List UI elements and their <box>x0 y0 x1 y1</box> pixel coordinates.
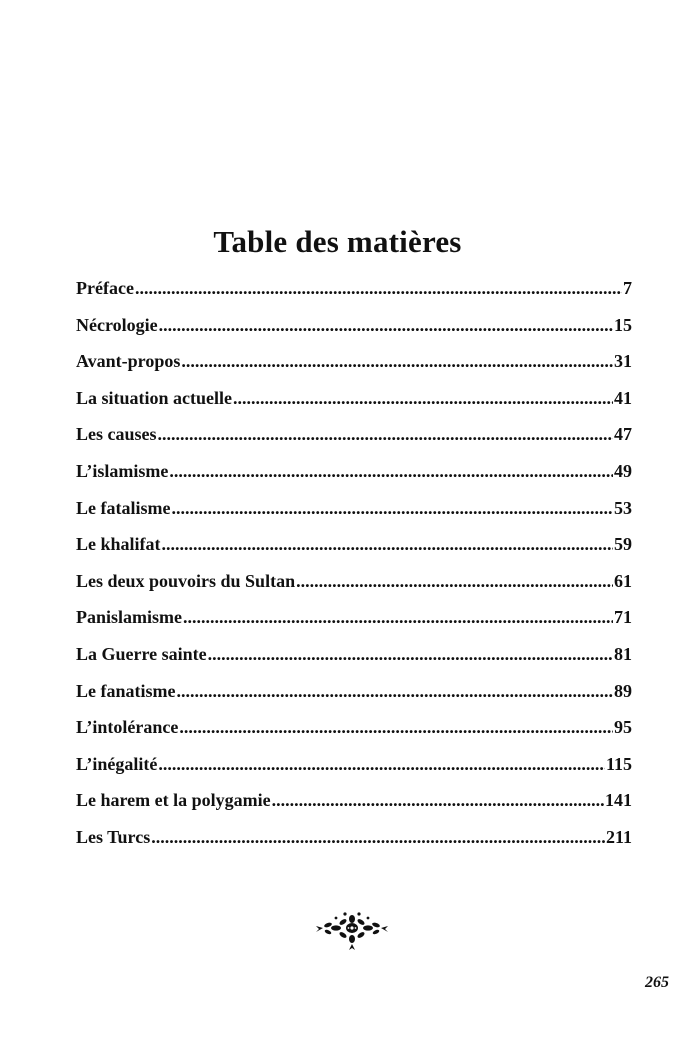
toc-entry-page: 59 <box>614 534 632 555</box>
toc-entry-page: 53 <box>614 497 632 518</box>
toc-entry[interactable] <box>76 315 632 352</box>
toc-entry-label: Les deux pouvoirs du Sultan <box>76 570 296 591</box>
toc-entry-label: Panislamisme <box>76 607 182 628</box>
toc-entry[interactable] <box>76 461 632 498</box>
dot-leader <box>176 681 613 702</box>
toc-entry-page: 7 <box>623 278 632 298</box>
toc-entry[interactable] <box>76 424 632 461</box>
toc-entry-label: Le khalifat <box>76 534 161 555</box>
toc-entry-label: Le fanatisme <box>76 680 176 701</box>
toc-entry-page: 31 <box>614 351 632 372</box>
page-title: Table des matières <box>213 224 462 259</box>
toc-entry[interactable] <box>76 351 632 388</box>
floral-ornament-icon <box>314 908 390 952</box>
toc-entry[interactable] <box>76 644 632 681</box>
toc-entry-page: 15 <box>614 314 632 335</box>
toc-entry[interactable] <box>76 827 632 864</box>
toc-entry-page: 71 <box>614 607 632 628</box>
dot-leader <box>158 754 605 775</box>
toc-entry-page: 115 <box>605 753 632 774</box>
page-number: 265 <box>645 974 669 991</box>
toc-entry[interactable] <box>76 278 632 315</box>
toc-entry-label: L’intolérance <box>76 717 179 738</box>
toc-entry-page: 81 <box>614 643 632 664</box>
toc-entry-label: Nécrologie <box>76 314 158 335</box>
dot-leader <box>179 717 613 738</box>
dot-leader <box>208 644 613 665</box>
toc-entry-label: L’inégalité <box>76 753 158 774</box>
toc-entry-page: 211 <box>605 826 632 847</box>
dot-leader <box>183 607 613 628</box>
table-of-contents <box>76 278 632 864</box>
toc-entry-page: 95 <box>614 717 632 738</box>
dot-leader <box>171 498 613 519</box>
toc-entry[interactable] <box>76 388 632 425</box>
toc-entry-label: Préface <box>76 278 134 298</box>
dot-leader <box>159 315 613 336</box>
toc-entry[interactable] <box>76 754 632 791</box>
toc-entry[interactable] <box>76 681 632 718</box>
dot-leader <box>162 534 613 555</box>
dot-leader <box>135 278 622 299</box>
toc-entry[interactable] <box>76 607 632 644</box>
toc-entry-label: Les Turcs <box>76 826 151 847</box>
toc-entry-page: 89 <box>614 680 632 701</box>
toc-entry-label: Les causes <box>76 424 157 445</box>
toc-entry[interactable] <box>76 534 632 571</box>
toc-entry[interactable] <box>76 571 632 608</box>
toc-entry[interactable] <box>76 498 632 535</box>
dot-leader <box>296 571 613 592</box>
toc-entry-label: Le fatalisme <box>76 497 171 518</box>
toc-entry-label: L’islamisme <box>76 460 169 481</box>
dot-leader <box>272 790 604 811</box>
dot-leader <box>169 461 613 482</box>
toc-entry-page: 141 <box>605 790 632 811</box>
toc-entry[interactable] <box>76 717 632 754</box>
dot-leader <box>158 424 614 445</box>
toc-entry-label: La situation actuelle <box>76 387 232 408</box>
dot-leader <box>151 827 605 848</box>
dot-leader <box>181 351 613 372</box>
toc-entry-label: Le harem et la polygamie <box>76 790 271 811</box>
toc-entry[interactable] <box>76 790 632 827</box>
toc-entry-label: La Guerre sainte <box>76 643 207 664</box>
toc-entry-page: 49 <box>614 460 632 481</box>
toc-entry-label: Avant-propos <box>76 351 181 372</box>
toc-entry-page: 47 <box>614 424 632 445</box>
dot-leader <box>233 388 613 409</box>
toc-entry-page: 41 <box>614 387 632 408</box>
toc-entry-page: 61 <box>614 570 632 591</box>
